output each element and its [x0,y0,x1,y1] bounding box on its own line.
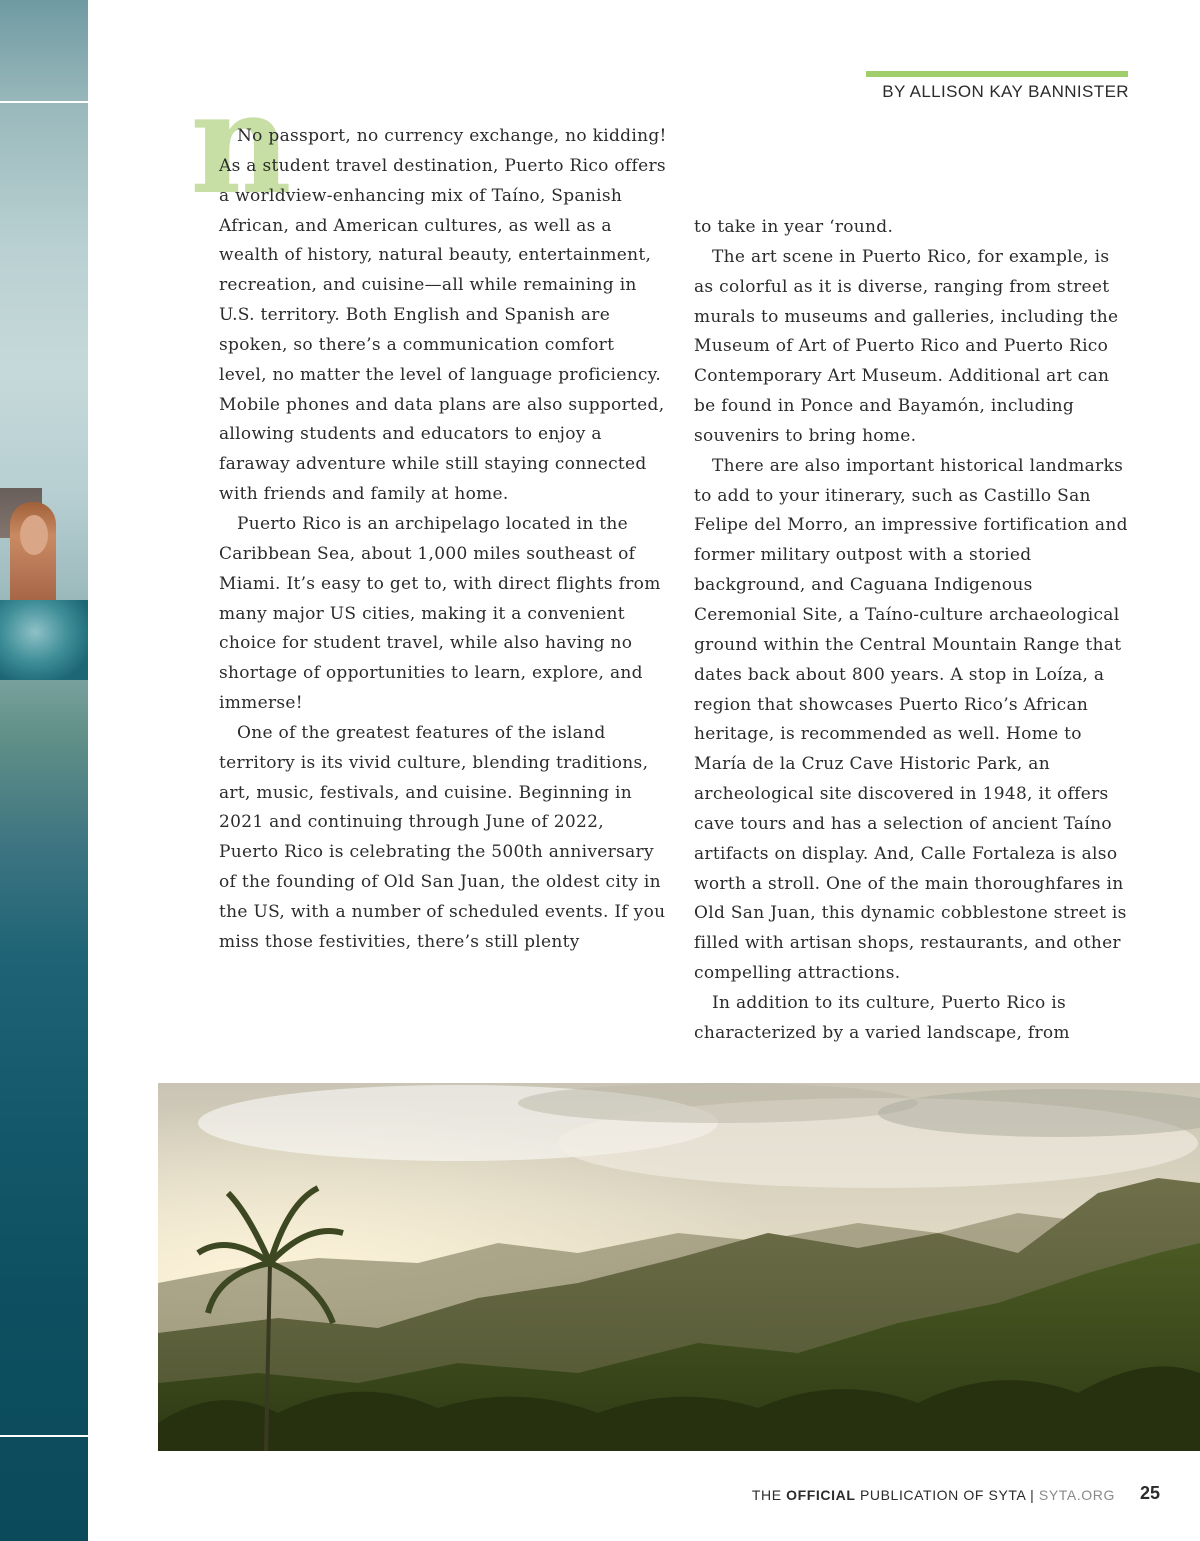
byline-accent-rule [866,71,1128,77]
article-column-2 [694,213,1134,1049]
strip-face [20,515,48,555]
paragraph: There are also important historical landmarks to add to your itinerary, such as Castillo San Felipe del Morro, an impressive fortification and former military outpost with a storied background, and Caguana Indigenous Ceremonial Site, a Taíno-culture archaeological ground within the Central Mountain Range that dates back about 800 years. A stop in Loíza, a region that showcases Puerto Rico’s African heritage, is recommended as well. Home to María de la Cruz Cave Historic Park, an archeological site discovered in 1948, it offers cave tours and has a selection of ancient Taíno artifacts on display. And, Calle Fortaleza is also worth a stroll. One of the main thoroughfares in Old San Juan, this dynamic cobblestone street is filled with artisan shops, restaurants, and other compelling attractions. [694,455,1128,984]
article-column-1 [219,122,667,958]
paragraph: to take in year ‘round. [694,217,894,237]
drop-cap: n [190,62,292,226]
paragraph: The art scene in Puerto Rico, for example, is as colorful as it is diverse, ranging from street murals to museums and galleries, including the Museum of Art of Puerto Rico and Puerto Rico Contemporary Art Museum. Additional art can be found in Ponce and Bayamón, including souvenirs to bring home. [694,246,1119,446]
strip-wave [0,600,88,680]
strip-rule-top [0,101,88,103]
byline: BY ALLISON KAY BANNISTER [882,82,1129,101]
paragraph: Puerto Rico is an archipelago located in the Caribbean Sea, about 1,000 miles southeast of Miami. It’s easy to get to, with direct flights from many major US cities, making it a convenient choice for student travel, while also having no shortage of opportunities to learn, explore, and immerse! [219,513,661,714]
mountain-landscape-photo [158,1083,1200,1451]
paragraph: No passport, no currency exchange, no kidding! As a student travel destination, Puerto Rico offers a worldview-enhancing mix of Taíno, Spanish African, and American cultures, as well as a wealth of history, natural beauty, entertainment, recreation, and cuisine—all while remaining in U.S. territory. Both English and Spanish are spoken, so there’s a communication comfort level, no matter the level of language proficiency. Mobile phones and data plans are also supported, allowing students and educators to enjoy a faraway adventure while still staying connected with friends and family at home. [219,126,667,505]
left-photo-strip [0,0,88,1541]
paragraph: In addition to its culture, Puerto Rico is characterized by a varied landscape, from [694,992,1070,1043]
strip-rule-bottom [0,1435,88,1437]
page-footer [752,1487,1115,1503]
footer-site-link[interactable]: SYTA.ORG [1038,1487,1115,1503]
footer-prefix: THE [751,1487,787,1503]
footer-official: OFFICIAL [786,1487,856,1503]
paragraph: One of the greatest features of the island territory is its vivid culture, blending traditions, art, music, festivals, and cuisine. Beginning in 2021 and continuing through June of 2022, Puerto Rico is celebrating the 500th anniversary of the founding of Old San Juan, the oldest city in the US, with a number of scheduled events. If you miss those festivities, there’s still plenty [219,722,666,952]
footer-middle: PUBLICATION OF SYTA | [855,1487,1039,1503]
page-number: 25 [1139,1483,1160,1503]
